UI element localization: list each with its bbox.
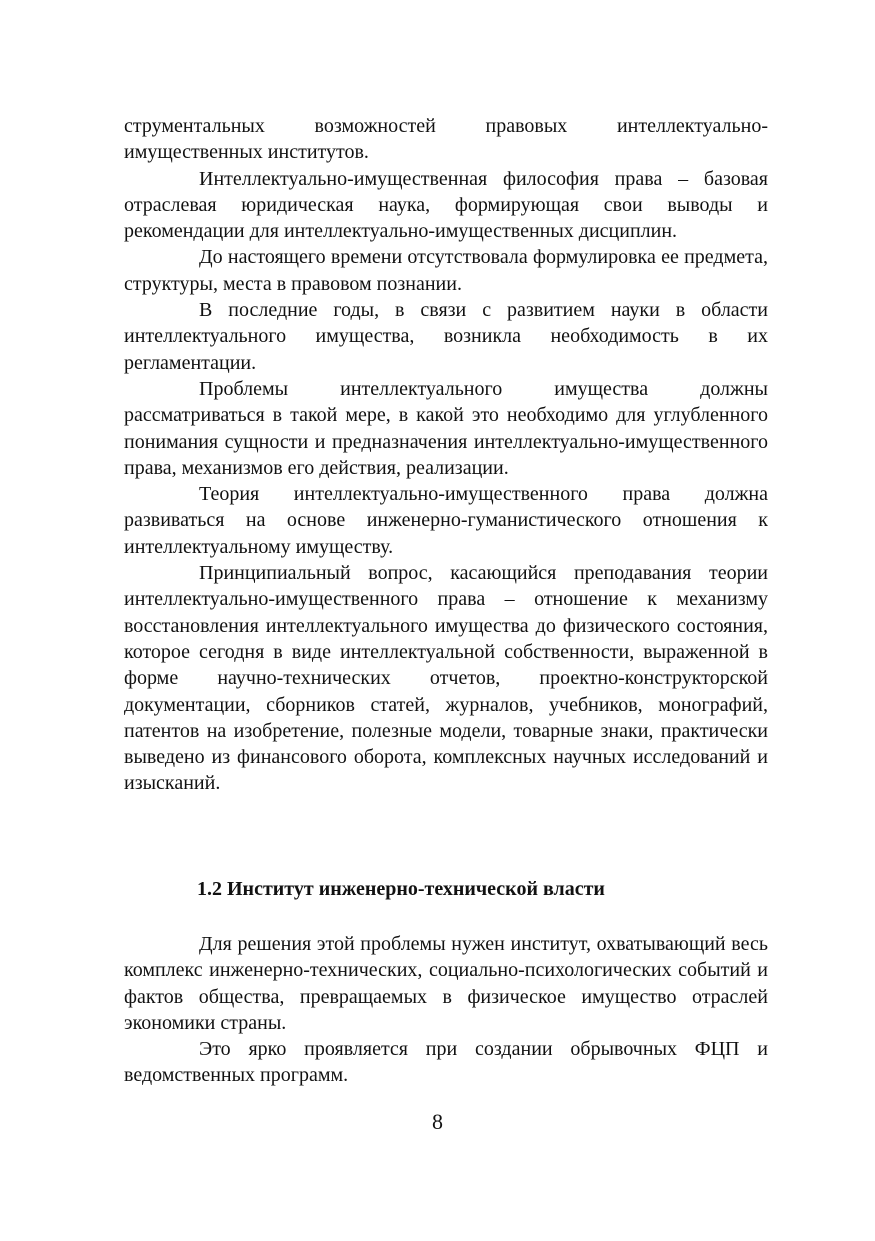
paragraph: Принципиальный вопрос, касающийся преподавания теории интеллектуально-имущественного права – отношение к механизму восстановления интеллектуального имущества до физического состояния, которое сегодня в виде интеллектуальной собственности, выраженной в форме научно-технических отчетов, проектно-конструкторской документации, сборников статей, журналов, учебников, монографий, патентов на изобретение, полезные модели, товарные знаки, практически выведено из финансового оборота, комплексных научных исследований и изысканий.	[124, 562, 768, 795]
body-text	[124, 113, 768, 797]
section-heading: 1.2 Институт инженерно-технической власти	[197, 878, 605, 900]
paragraph: До настоящего времени отсутствовала формулировка ее предмета, структуры, места в правовом познании.	[124, 246, 768, 295]
page-number: 8	[432, 1109, 443, 1134]
paragraph: Теория интеллектуально-имущественного права должна развиваться на основе инженерно-гуманистического отношения к интеллектуальному имуществу.	[124, 483, 768, 558]
paragraph: В последние годы, в связи с развитием науки в области интеллектуального имущества, возникла необходимость в их регламентации.	[124, 299, 768, 374]
paragraph: Интеллектуально-имущественная философия права – базовая отраслевая юридическая наука, формирующая свои выводы и рекомендации для интеллектуально-имущественных дисциплин.	[124, 167, 768, 243]
paragraph: Проблемы интеллектуального имущества должны рассматриваться в такой мере, в какой это необходимо для углубленного понимания сущности и предназначения интеллектуально-имущественного права, механизмов его действия, реализации.	[124, 377, 768, 479]
paragraph: Это ярко проявляется при создании обрывочных ФЦП и ведомственных программ.	[124, 1038, 768, 1087]
paragraph: Для решения этой проблемы нужен институт, охватывающий весь комплекс инженерно-технических, социально-психологических событий и фактов общества, превращаемых в физическое имущество отраслей экономики страны.	[124, 933, 768, 1034]
paragraph-continuation: струментальных возможностей правовых интеллектуально-имущественных институтов.	[124, 115, 768, 164]
section-body-text	[124, 931, 768, 1089]
